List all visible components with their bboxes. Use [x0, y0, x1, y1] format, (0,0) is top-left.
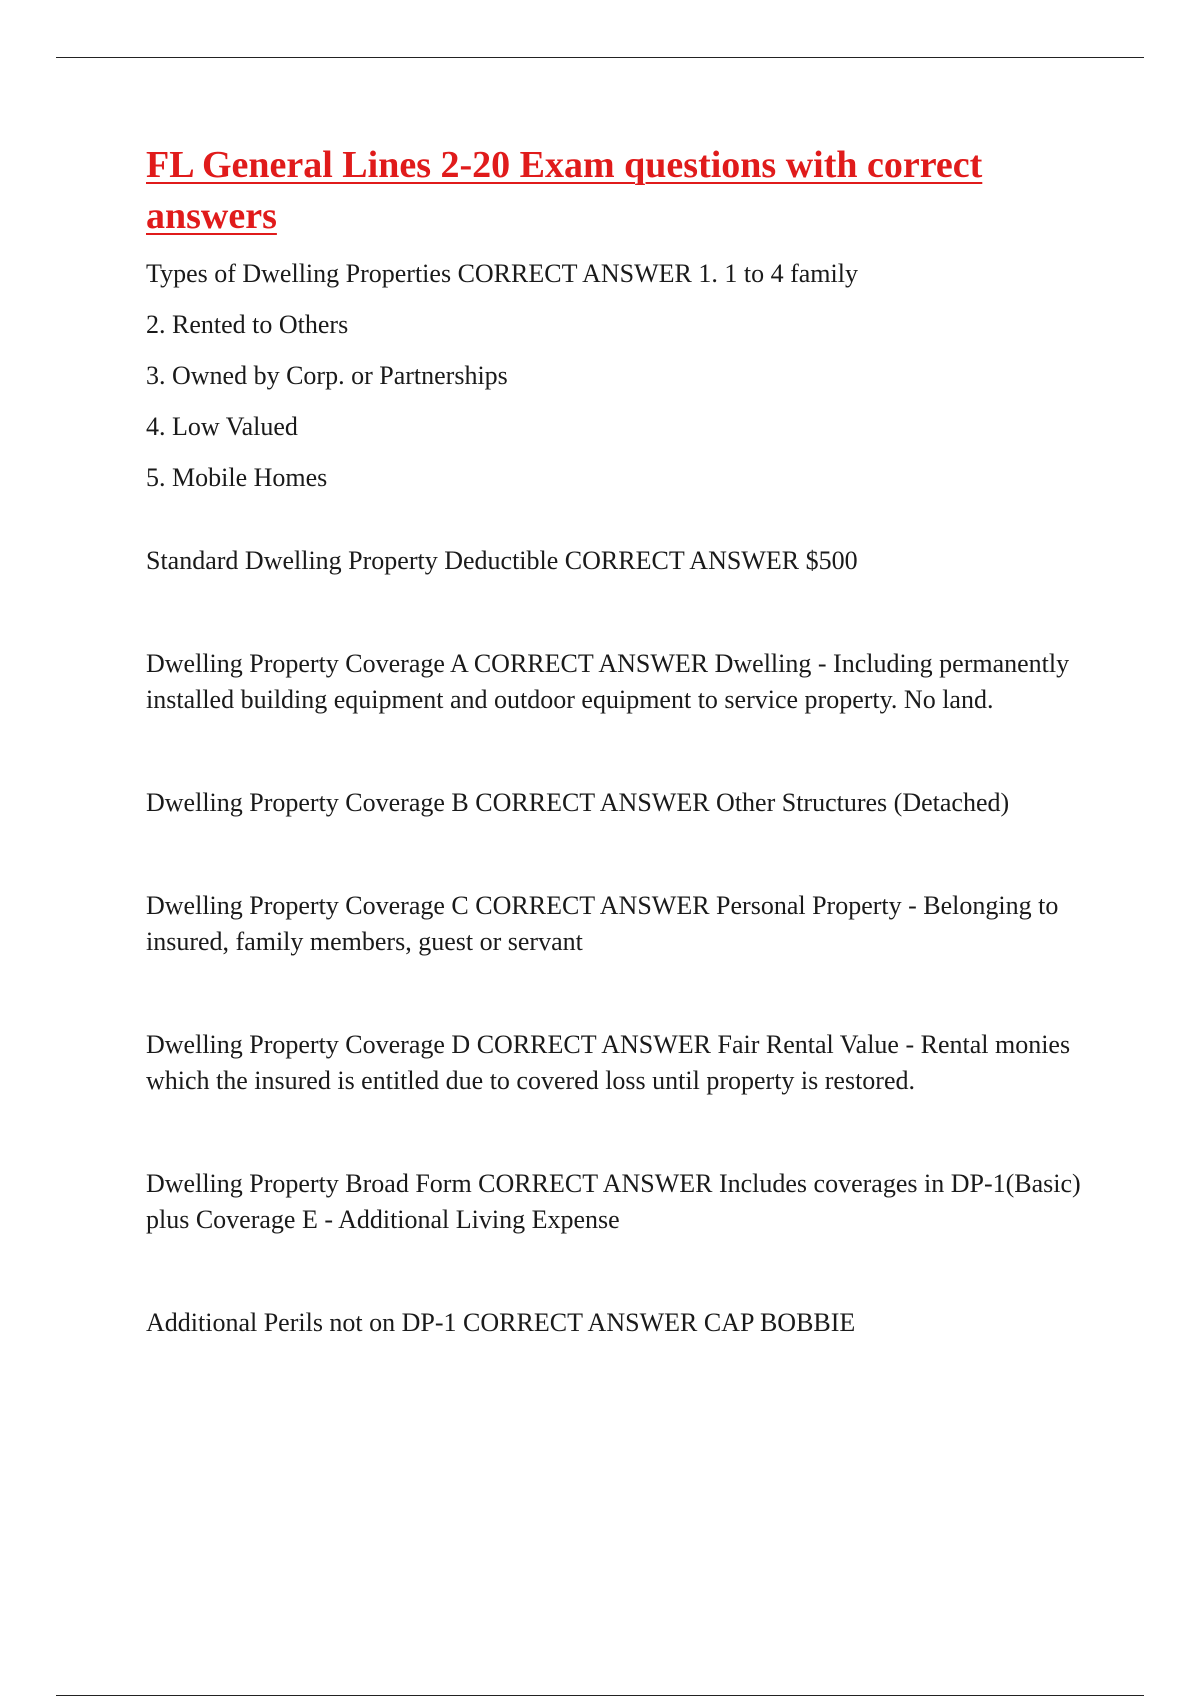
qa-coverage-d: Dwelling Property Coverage D CORRECT ANSWER Fair Rental Value - Rental monies which the insured is entitled due to covered loss until property is restored.	[146, 1030, 1071, 1095]
header-rule	[56, 57, 1144, 58]
qa-coverage-c: Dwelling Property Coverage C CORRECT ANSWER Personal Property - Belonging to insured, family members, guest or servant	[146, 891, 1059, 956]
document-title: FL General Lines 2-20 Exam questions with correct answers	[146, 144, 983, 237]
qa-coverage-a: Dwelling Property Coverage A CORRECT ANSWER Dwelling - Including permanently installed building equipment and outdoor equipment to service property. No land.	[146, 649, 1070, 714]
qa-dwelling-types	[146, 256, 1091, 496]
document-body	[146, 140, 1091, 1341]
qa-additional-perils: Additional Perils not on DP-1 CORRECT ANSWER CAP BOBBIE	[146, 1308, 856, 1337]
qa-deductible: Standard Dwelling Property Deductible CORRECT ANSWER $500	[146, 546, 858, 575]
list-item: 5. Mobile Homes	[146, 463, 328, 492]
qa-broad-form: Dwelling Property Broad Form CORRECT ANSWER Includes coverages in DP-1(Basic) plus Coverage E - Additional Living Expense	[146, 1169, 1081, 1234]
list-item: 4. Low Valued	[146, 412, 298, 441]
footer-rule	[56, 1695, 1144, 1696]
list-item: 3. Owned by Corp. or Partnerships	[146, 361, 508, 390]
qa-coverage-b: Dwelling Property Coverage B CORRECT ANSWER Other Structures (Detached)	[146, 788, 1010, 817]
qa-dwelling-types-question: Types of Dwelling Properties CORRECT ANSWER 1. 1 to 4 family	[146, 259, 858, 288]
list-item: 2. Rented to Others	[146, 310, 349, 339]
